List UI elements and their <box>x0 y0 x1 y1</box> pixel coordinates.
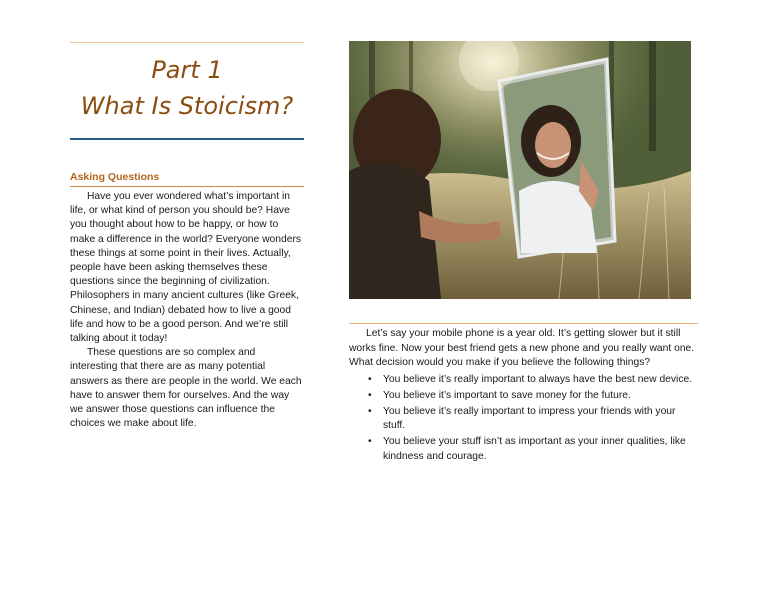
part-label: Part 1 <box>151 56 223 84</box>
list-item <box>368 389 698 404</box>
section-body <box>70 190 304 431</box>
list-item-text: You believe it’s important to save money for the future. <box>383 389 631 401</box>
scenario-block <box>349 327 698 466</box>
list-item-text: You believe it’s really important to always have the best new device. <box>383 373 693 385</box>
bullet-icon: • <box>368 436 372 447</box>
body-paragraph-2: These questions are so complex and interesting that there are as many potential answers as there are people in the world. We each have to answer them for ourselves. And the way we answer those questions can influence the choices we make about life. <box>70 347 302 430</box>
chapter-title: What Is Stoicism? <box>80 92 294 120</box>
list-item-text: You believe your stuff isn’t as important as your inner qualities, like kindness and courage. <box>383 436 686 462</box>
section-heading: Asking Questions <box>70 171 304 187</box>
photo-illustration <box>349 41 691 299</box>
list-item-text: You believe it’s really important to impress your friends with your stuff. <box>383 405 676 431</box>
title-bottom-rule <box>70 138 304 140</box>
list-item <box>368 405 698 434</box>
scenario-top-rule <box>349 323 698 324</box>
bullet-icon: • <box>368 373 372 385</box>
list-item <box>368 373 698 388</box>
woman-mirror-photo <box>349 41 691 299</box>
page-title <box>70 52 304 124</box>
list-item <box>368 435 698 464</box>
bullet-icon: • <box>368 389 372 401</box>
title-top-rule <box>70 42 304 43</box>
body-paragraph-1: Have you ever wondered what’s important in life, or what kind of person you should be? Have you thought about how to be happy, or how to make a difference in the world? Everyone wonders these things at some point in their lives. Actually, people have been asking themselves these questions since the beginning of civilization. Philosophers in many ancient cultures (like Greek, Chinese, and Indian) debated how to live a good life and how to be a good person. And we’re still talking about it today! <box>70 191 302 345</box>
scenario-intro: Let’s say your mobile phone is a year old. It’s getting slower but it still works fine. Now your best friend gets a new phone and you really want one. What decision would you make if you believe the following things? <box>349 328 695 368</box>
belief-list <box>349 373 698 465</box>
bullet-icon: • <box>368 405 372 417</box>
